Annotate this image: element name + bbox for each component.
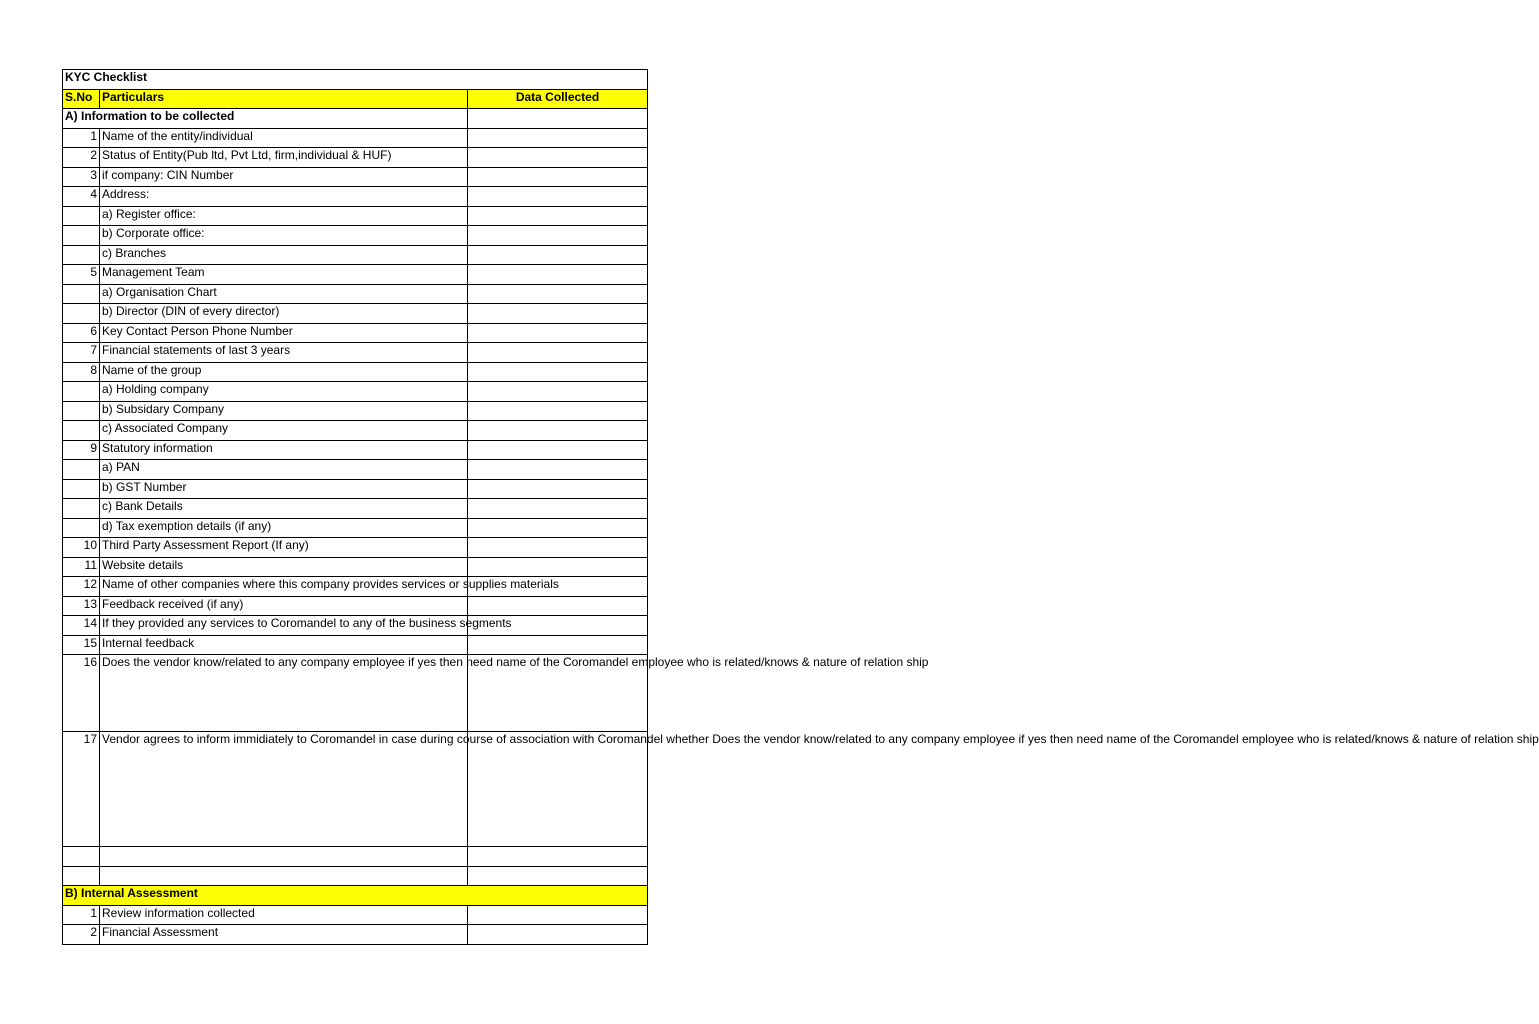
table-row — [63, 148, 648, 168]
table-row — [63, 479, 648, 499]
row-number — [63, 401, 100, 421]
row-number — [63, 479, 100, 499]
data-cell[interactable] — [468, 284, 648, 304]
row-number: 5 — [63, 265, 100, 285]
row-number — [63, 460, 100, 480]
row-number: 1 — [63, 905, 100, 925]
data-cell[interactable] — [468, 440, 648, 460]
data-cell[interactable] — [468, 518, 648, 538]
row-particular: Statutory information — [100, 440, 468, 460]
section-a-heading: A) Information to be collected — [63, 109, 468, 129]
table-row — [63, 421, 648, 441]
data-cell[interactable] — [468, 499, 648, 519]
data-cell[interactable] — [468, 925, 648, 945]
header-data-collected: Data Collected — [468, 89, 648, 109]
row-number — [63, 206, 100, 226]
row-number: 3 — [63, 167, 100, 187]
table-row — [63, 245, 648, 265]
row-particular: Vendor agrees to inform immidiately to Coromandel in case during course of association with Coromandel whether Does the vendor know/related to any company employee if yes then need name of the Coromandel employee who is related/knows & nature of relation ship — [100, 732, 468, 847]
row-particular: Third Party Assessment Report (If any) — [100, 538, 468, 558]
data-cell[interactable] — [468, 596, 648, 616]
table-row — [63, 905, 648, 925]
table-row — [63, 382, 648, 402]
row-particular: Status of Entity(Pub ltd, Pvt Ltd, firm,individual & HUF) — [100, 148, 468, 168]
empty-row — [63, 847, 648, 867]
row-number — [63, 382, 100, 402]
table-row — [63, 655, 648, 732]
data-cell[interactable] — [468, 187, 648, 207]
row-number — [63, 245, 100, 265]
row-particular: c) Associated Company — [100, 421, 468, 441]
data-cell[interactable] — [468, 343, 648, 363]
row-number: 17 — [63, 732, 100, 847]
data-cell[interactable] — [468, 323, 648, 343]
row-particular: a) PAN — [100, 460, 468, 480]
row-particular: b) Subsidary Company — [100, 401, 468, 421]
row-number: 6 — [63, 323, 100, 343]
data-cell[interactable] — [468, 460, 648, 480]
row-number: 4 — [63, 187, 100, 207]
row-particular: Name of the entity/individual — [100, 128, 468, 148]
data-cell[interactable] — [468, 265, 648, 285]
row-particular: a) Holding company — [100, 382, 468, 402]
data-cell[interactable] — [468, 905, 648, 925]
table-row — [63, 206, 648, 226]
row-particular: d) Tax exemption details (if any) — [100, 518, 468, 538]
title-row — [63, 70, 648, 90]
row-number: 12 — [63, 577, 100, 597]
data-cell[interactable] — [468, 245, 648, 265]
table-row — [63, 401, 648, 421]
row-particular: Internal feedback — [100, 635, 468, 655]
row-number: 2 — [63, 148, 100, 168]
row-number: 8 — [63, 362, 100, 382]
table-row — [63, 128, 648, 148]
data-cell[interactable] — [468, 148, 648, 168]
row-particular: Financial Assessment — [100, 925, 468, 945]
row-particular: c) Bank Details — [100, 499, 468, 519]
empty-row — [63, 866, 648, 886]
row-particular: Feedback received (if any) — [100, 596, 468, 616]
data-cell[interactable] — [468, 401, 648, 421]
row-particular: Name of the group — [100, 362, 468, 382]
row-particular-text: Name of other companies where this company provides services or supplies materials — [102, 577, 559, 591]
row-particular: c) Branches — [100, 245, 468, 265]
row-number: 10 — [63, 538, 100, 558]
row-number: 7 — [63, 343, 100, 363]
row-number: 16 — [63, 655, 100, 732]
header-sno: S.No — [63, 89, 100, 109]
header-particulars: Particulars — [100, 89, 468, 109]
table-row — [63, 304, 648, 324]
row-particular: Financial statements of last 3 years — [100, 343, 468, 363]
row-particular: Does the vendor know/related to any company employee if yes then need name of the Coromandel employee who is related/knows & nature of relation ship — [100, 655, 468, 732]
row-number: 2 — [63, 925, 100, 945]
row-particular: a) Register office: — [100, 206, 468, 226]
row-particular: b) Director (DIN of every director) — [100, 304, 468, 324]
table-row — [63, 167, 648, 187]
row-particular: Review information collected — [100, 905, 468, 925]
table-row — [63, 187, 648, 207]
row-number — [63, 304, 100, 324]
section-b-row — [63, 886, 648, 906]
row-number: 13 — [63, 596, 100, 616]
row-particular: b) Corporate office: — [100, 226, 468, 246]
data-cell[interactable] — [468, 167, 648, 187]
table-row — [63, 518, 648, 538]
kyc-checklist-table — [62, 69, 1539, 945]
table-row — [63, 635, 648, 655]
data-cell[interactable] — [468, 557, 648, 577]
row-number — [63, 421, 100, 441]
data-cell[interactable] — [468, 479, 648, 499]
row-number — [63, 499, 100, 519]
row-particular: b) GST Number — [100, 479, 468, 499]
table-row — [63, 925, 648, 945]
row-number: 14 — [63, 616, 100, 636]
table-row — [63, 460, 648, 480]
table-row — [63, 323, 648, 343]
sheet-title: KYC Checklist — [63, 70, 648, 90]
data-cell[interactable] — [468, 362, 648, 382]
row-number — [63, 284, 100, 304]
data-cell[interactable] — [468, 304, 648, 324]
table-row — [63, 538, 648, 558]
row-number: 11 — [63, 557, 100, 577]
data-cell[interactable] — [468, 128, 648, 148]
data-cell[interactable] — [468, 732, 648, 847]
data-cell[interactable] — [468, 109, 648, 129]
row-particular: a) Organisation Chart — [100, 284, 468, 304]
section-a-row — [63, 109, 648, 129]
table-row — [63, 557, 648, 577]
table-row — [63, 732, 648, 847]
table-row — [63, 596, 648, 616]
row-number: 15 — [63, 635, 100, 655]
row-number — [63, 226, 100, 246]
data-cell[interactable] — [468, 206, 648, 226]
section-b-heading: B) Internal Assessment — [63, 886, 648, 906]
data-cell[interactable] — [468, 866, 648, 886]
row-number: 9 — [63, 440, 100, 460]
row-particular: Key Contact Person Phone Number — [100, 323, 468, 343]
table-row — [63, 440, 648, 460]
table-row — [63, 362, 648, 382]
row-particular — [100, 577, 559, 597]
row-particular: Address: — [100, 187, 468, 207]
row-particular — [100, 616, 512, 636]
row-particular: if company: CIN Number — [100, 167, 468, 187]
header-row — [63, 89, 648, 109]
data-cell[interactable] — [468, 421, 648, 441]
data-cell[interactable] — [468, 847, 648, 867]
table-row — [63, 343, 648, 363]
row-particular: Management Team — [100, 265, 468, 285]
row-particular: Website details — [100, 557, 468, 577]
data-cell[interactable] — [468, 382, 648, 402]
table-row — [63, 577, 648, 597]
table-row — [63, 265, 648, 285]
table-row — [63, 499, 648, 519]
table-row — [63, 226, 648, 246]
row-number — [63, 518, 100, 538]
row-number: 1 — [63, 128, 100, 148]
row-particular-text: If they provided any services to Coromandel to any of the business segments — [102, 616, 512, 630]
data-cell[interactable] — [468, 635, 648, 655]
data-cell[interactable] — [468, 538, 648, 558]
table-row — [63, 616, 648, 636]
data-cell[interactable] — [468, 226, 648, 246]
table-row — [63, 284, 648, 304]
